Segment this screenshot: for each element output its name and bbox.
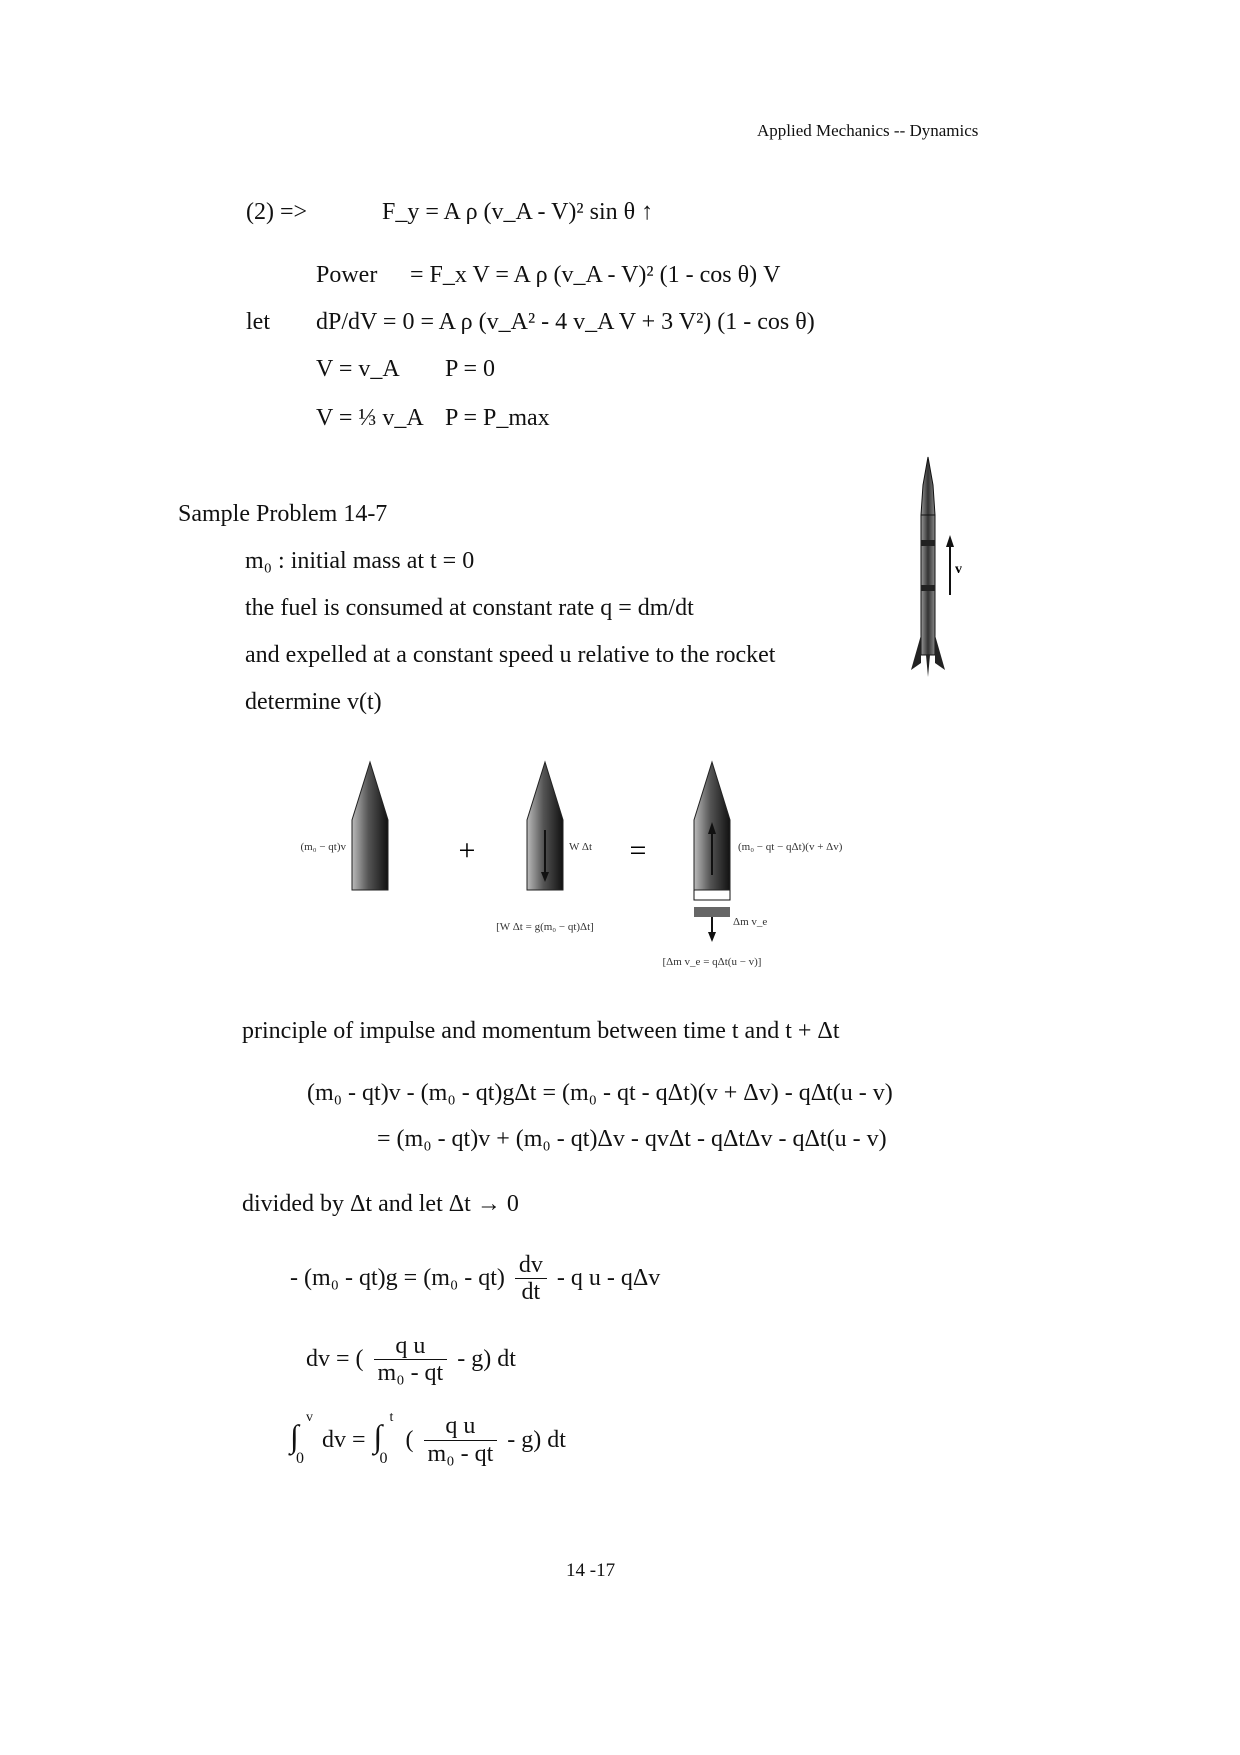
case1-velocity: V = v_A [316, 356, 400, 382]
momentum-equation-1: (m₀ - qt)v - (m₀ - qt)gΔt = (m₀ - qt - qΔt)(v + Δv) - qΔt(u - v) [307, 1080, 893, 1106]
velocity-label: v [955, 562, 962, 577]
exhaust-element [694, 907, 730, 917]
rocket-illustration [895, 455, 975, 685]
rocket-nose [921, 457, 935, 515]
integrand-fraction: $\frac{\text{q u}}{\text{m₀ - qt}}$ [424, 1413, 498, 1467]
momentum-equation-2: = (m₀ - qt)v + (m₀ - qt)Δv - qvΔt - qΔtΔv - qΔt(u - v) [377, 1126, 887, 1152]
principle-statement: principle of impulse and momentum between time t and t + Δt [242, 1018, 840, 1044]
de-lhs: - (m₀ - qt)g = (m₀ - qt) [290, 1265, 505, 1292]
problem-line-3: and expelled at a constant speed u relative to the rocket [245, 642, 776, 668]
page-number: 14 -17 [566, 1560, 616, 1581]
integral-right: ∫ t 0 [373, 1410, 394, 1467]
label-left: (m₀ − qt)v [300, 841, 346, 853]
problem-line-1: m₀ : initial mass at t = 0 [245, 548, 475, 574]
force-y-equation: F_y = A ρ (v_A - V)² sin θ ↑ [382, 199, 654, 225]
power-label: Power [316, 262, 378, 288]
caption-middle: [W Δt = g(m₀ − qt)Δt] [496, 921, 594, 933]
caption-right: [Δm v_e = qΔt(u − v)] [662, 956, 762, 968]
dv-dt-fraction: $\frac{dv}{dt}$ [515, 1252, 547, 1306]
equation-ref: (2) => [246, 199, 308, 225]
case1-power: P = 0 [445, 356, 495, 382]
derivative-equation: dP/dV = 0 = A ρ (v_A² - 4 v_A V + 3 V²) (1 - cos θ) [316, 309, 815, 335]
exhaust-label: Δm v_e [733, 916, 768, 928]
differential-equation [290, 1252, 660, 1306]
equals-sign: = [629, 834, 647, 867]
problem-line-2: the fuel is consumed at constant rate q = dm/dt [245, 595, 694, 621]
qu-fraction: $\frac{\text{q u}}{\text{m₀ - qt}}$ [374, 1333, 448, 1387]
body-left [352, 762, 388, 890]
limit-statement: divided by Δt and let Δt → 0 [242, 1191, 519, 1217]
case2-power: P = P_max [445, 405, 550, 431]
de-rhs: - q u - qΔv [556, 1265, 661, 1292]
case2-velocity: V = ⅓ v_A [316, 405, 424, 431]
running-header: Applied Mechanics -- Dynamics [757, 121, 979, 140]
dv-equation: dv = ( $\frac{\text{q u}}{\text{m₀ - qt}}$ - g) dt [306, 1333, 516, 1387]
impulse-momentum-diagram [270, 750, 843, 980]
power-equation: = F_x V = A ρ (v_A - V)² (1 - cos θ) V [410, 262, 781, 288]
let-label: let [246, 309, 270, 335]
problem-title: Sample Problem 14-7 [178, 501, 388, 527]
problem-line-4: determine v(t) [245, 689, 382, 715]
integral-equation: ∫ v 0 dv = ∫ t 0 ( $\frac{\text{q u}}{\text{m₀ - qt}}$ - g) dt [290, 1410, 566, 1467]
label-right: (m₀ − qt − qΔt)(v + Δv) [738, 841, 843, 853]
label-middle: W Δt [569, 841, 593, 853]
integral-left: ∫ v 0 [290, 1410, 313, 1467]
plus-sign: + [458, 834, 476, 867]
